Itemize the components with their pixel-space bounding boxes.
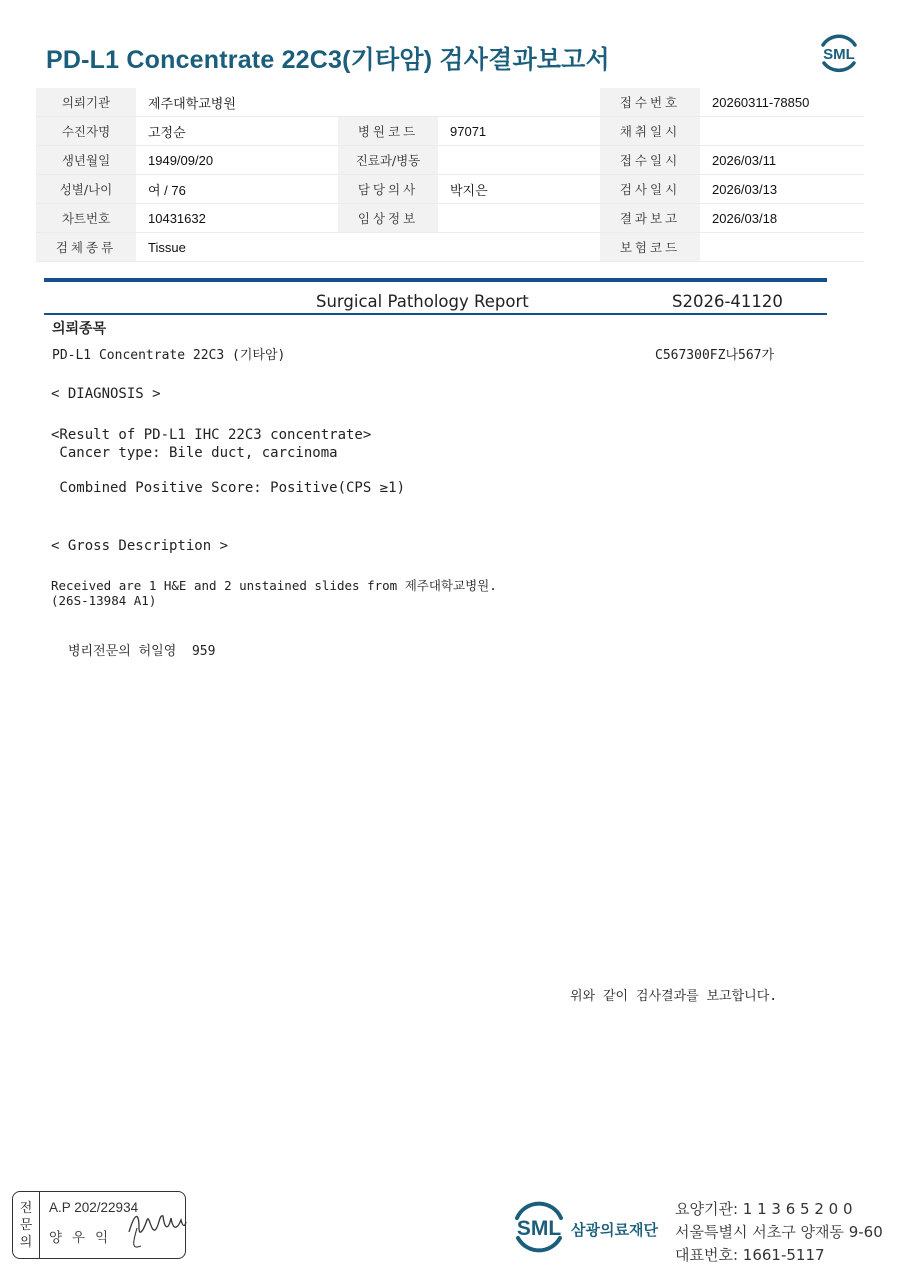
info-row <box>36 146 864 175</box>
diagnosis-heading: < DIAGNOSIS > <box>51 386 161 402</box>
institution-value: 제주대학교병원 <box>136 88 600 117</box>
patient-info-table <box>36 88 864 262</box>
stamp-name: 양우익 <box>49 1230 119 1246</box>
hospital-code-label: 병원코드 <box>338 117 438 146</box>
sex-age-label: 성별/나이 <box>36 175 136 204</box>
sex-age-value: 여 / 76 <box>136 175 338 204</box>
report-header-bar <box>44 278 827 282</box>
specimen-value: Tissue <box>136 233 600 262</box>
stamp-side-char: 전 <box>19 1200 33 1216</box>
collection-date-value <box>700 117 864 146</box>
hospital-code-value: 97071 <box>438 117 600 146</box>
receipt-date-value: 2026/03/11 <box>700 146 864 175</box>
insurance-label: 보험코드 <box>600 233 700 262</box>
info-row <box>36 233 864 262</box>
chart-no-label: 차트번호 <box>36 204 136 233</box>
info-row <box>36 204 864 233</box>
patient-value: 고정순 <box>136 117 338 146</box>
closing-statement: 위와 같이 검사결과를 보고합니다. <box>570 989 778 1004</box>
report-title: Surgical Pathology Report <box>316 292 529 311</box>
receipt-no-label: 접수번호 <box>600 88 700 117</box>
clinical-label: 임상정보 <box>338 204 438 233</box>
test-date-label: 검사일시 <box>600 175 700 204</box>
collection-date-label: 채취일시 <box>600 117 700 146</box>
insurance-value <box>700 233 864 262</box>
cps-result: Combined Positive Score: Positive(CPS ≥1) <box>51 480 406 496</box>
foundation-name: 삼광의료재단 <box>571 1221 658 1239</box>
receipt-no-value: 20260311-78850 <box>700 88 864 117</box>
result-date-value: 2026/03/18 <box>700 204 864 233</box>
stamp-side-char: 문 <box>19 1217 33 1233</box>
sml-footer-logo-icon <box>508 1198 570 1256</box>
clinical-value <box>438 204 600 233</box>
birth-label: 생년월일 <box>36 146 136 175</box>
birth-value: 1949/09/20 <box>136 146 338 175</box>
page-title: PD-L1 Concentrate 22C3(기타암) 검사결과보고서 <box>46 46 610 74</box>
dept-label: 진료과/병동 <box>338 146 438 175</box>
gross-heading: < Gross Description > <box>51 538 229 554</box>
address: 서울특별시 서초구 양재동 9-60 <box>675 1223 883 1241</box>
doctor-value: 박지은 <box>438 175 600 204</box>
dept-value <box>438 146 600 175</box>
institution-label: 의뢰기관 <box>36 88 136 117</box>
patient-label: 수진자명 <box>36 117 136 146</box>
request-code: C567300FZ나567가 <box>655 348 775 363</box>
signature-icon <box>125 1202 187 1252</box>
chart-no-value: 10431632 <box>136 204 338 233</box>
test-date-value: 2026/03/13 <box>700 175 864 204</box>
gross-line-1: Received are 1 H&E and 2 unstained slides from 제주대학교병원. <box>51 578 497 593</box>
report-number: S2026-41120 <box>672 292 783 311</box>
provider-code: 요양기관: 1 1 3 6 5 2 0 0 <box>675 1200 853 1218</box>
specimen-label: 검체종류 <box>36 233 136 262</box>
request-item: PD-L1 Concentrate 22C3 (기타암) <box>52 348 286 363</box>
stamp-license: A.P 202/22934 <box>49 1200 139 1215</box>
cancer-type: Cancer type: Bile duct, carcinoma <box>51 445 338 461</box>
report-divider <box>44 313 827 315</box>
result-date-label: 결과보고 <box>600 204 700 233</box>
sml-footer-logo-text: SML <box>516 1217 562 1240</box>
info-row <box>36 117 864 146</box>
doctor-label: 담당의사 <box>338 175 438 204</box>
info-row <box>36 175 864 204</box>
stamp-side-char: 의 <box>19 1234 33 1250</box>
info-row <box>36 88 864 117</box>
sml-logo-text: SML <box>823 46 855 63</box>
specialist-stamp <box>12 1191 186 1259</box>
result-heading: <Result of PD-L1 IHC 22C3 concentrate> <box>51 427 372 443</box>
stamp-side-label <box>13 1192 40 1258</box>
request-label: 의뢰종목 <box>52 321 107 337</box>
pathologist: 병리전문의 허일영 959 <box>68 644 216 659</box>
sml-logo-icon <box>816 30 862 76</box>
gross-line-2: (26S-13984 A1) <box>51 593 157 608</box>
phone: 대표번호: 1661-5117 <box>675 1246 825 1264</box>
receipt-date-label: 접수일시 <box>600 146 700 175</box>
